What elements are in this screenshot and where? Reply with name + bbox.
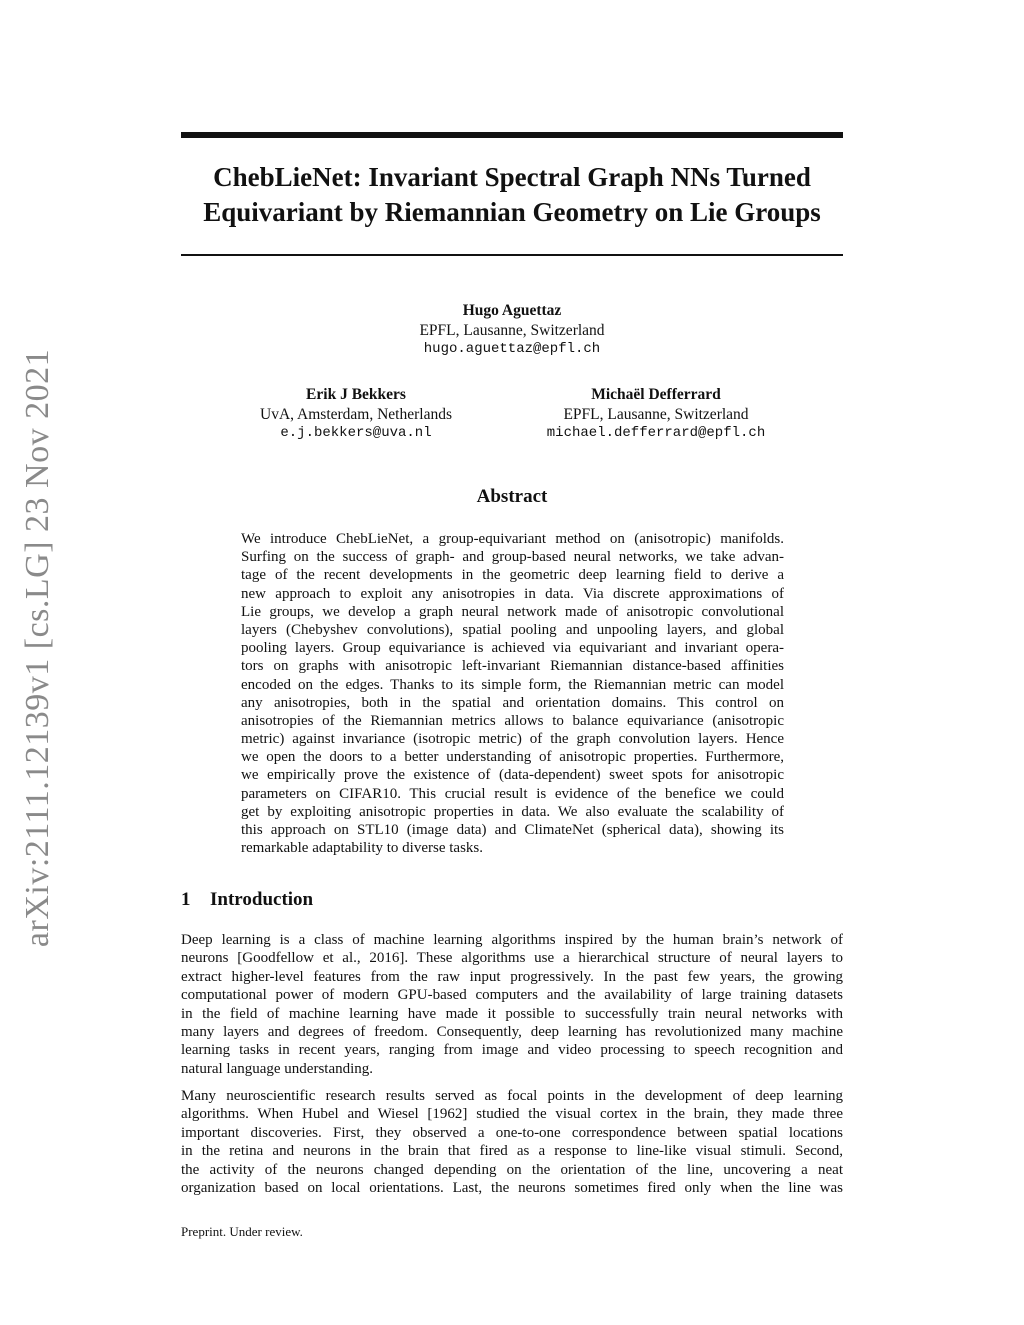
title-line-1: ChebLieNet: Invariant Spectral Graph NNs Turned bbox=[213, 162, 811, 192]
abstract-line: tage of the recent developments in the geometric deep learning field to derive a bbox=[241, 567, 784, 584]
section-heading bbox=[181, 889, 313, 911]
abstract-line: we empirically prove the existence of (data-dependent) sweet spots for anisotropic bbox=[241, 767, 784, 784]
abstract-line: tors on graphs with anisotropic left-invariant Riemannian distance-based affinities bbox=[241, 658, 784, 675]
author-affiliation: EPFL, Lausanne, Switzerland bbox=[419, 321, 605, 339]
abstract-line: new approach to exploit any anisotropies in data. Via discrete approximations of bbox=[241, 585, 784, 602]
author-name: Hugo Aguettaz bbox=[462, 302, 562, 319]
paragraph-line: in the retina and neurons in the brain that fired as a response to line-like visual stimuli. Second, bbox=[181, 1143, 843, 1160]
author-email: e.j.bekkers@uva.nl bbox=[280, 425, 432, 441]
author-block bbox=[506, 385, 806, 444]
title-bottom-rule bbox=[181, 254, 843, 256]
author-name: Michaël Defferrard bbox=[591, 386, 721, 403]
abstract-line: this approach on STL10 (image data) and ClimateNet (spherical data), showing its bbox=[241, 822, 784, 838]
paragraph-line: many layers and degrees of freedom. Consequently, deep learning has revolutionized many machine bbox=[181, 1023, 843, 1040]
paragraph-line: algorithms. When Hubel and Wiesel [1962] studied the visual cortex in the brain, they made three bbox=[181, 1106, 843, 1123]
abstract-line: metric) against invariance (isotropic metric) of the graph convolution layers. Hence bbox=[241, 731, 784, 748]
paragraph-line: Deep learning is a class of machine learning algorithms inspired by the human brain’s network of bbox=[181, 932, 843, 948]
author-name: Erik J Bekkers bbox=[306, 386, 406, 403]
abstract-line: Lie groups, we develop a graph neural network made of anisotropic convolutional bbox=[241, 603, 784, 620]
abstract-line: Surfing on the success of graph- and group-based neural networks, we take advan- bbox=[241, 549, 784, 566]
abstract-line: We introduce ChebLieNet, a group-equivariant method on (anisotropic) manifolds. bbox=[241, 531, 784, 547]
author-affiliation: EPFL, Lausanne, Switzerland bbox=[563, 405, 749, 423]
paragraph-line: Many neuroscientific research results served as focal points in the development of deep learning bbox=[181, 1088, 843, 1104]
paragraph-line: natural language understanding. bbox=[181, 1060, 374, 1077]
paragraph-line: neurons [Goodfellow et al., 2016]. These algorithms use a hierarchical structure of neural layers to bbox=[181, 950, 843, 967]
author-email: hugo.aguettaz@epfl.ch bbox=[423, 341, 601, 357]
paragraph-line: computational power of modern GPU-based computers and the availability of large training datasets bbox=[181, 987, 843, 1004]
paragraph-line: organization based on local orientations. Last, the neurons sometimes fired only when the line was bbox=[181, 1179, 843, 1196]
abstract-line: pooling layers. Group equivariance is achieved via equivariant and invariant opera- bbox=[241, 640, 784, 657]
section-number: 1 bbox=[181, 889, 191, 910]
abstract-line: parameters on CIFAR10. This crucial result is evidence of the benefice we could bbox=[241, 785, 784, 802]
preprint-footnote: Preprint. Under review. bbox=[181, 1224, 303, 1239]
paper-title bbox=[181, 160, 843, 230]
paragraph-line: important discoveries. First, they observed a one-to-one correspondence between spatial locations bbox=[181, 1124, 843, 1141]
abstract-body bbox=[241, 530, 784, 857]
author-block bbox=[362, 301, 662, 360]
abstract-line: anisotropies of the Riemannian metrics allows to balance equivariance (anisotropic bbox=[241, 712, 784, 729]
abstract-line: layers (Chebyshev convolutions), spatial pooling and unpooling layers, and global bbox=[241, 621, 784, 638]
abstract-line: remarkable adaptability to diverse tasks. bbox=[241, 840, 483, 857]
arxiv-identifier: arXiv:2111.12139v1 [cs.LG] 23 Nov 2021 bbox=[19, 348, 56, 948]
title-line-2: Equivariant by Riemannian Geometry on Lie Groups bbox=[203, 197, 821, 227]
abstract-line: encoded on the edges. Thanks to its simple form, the Riemannian metric can model bbox=[241, 676, 784, 693]
abstract-heading: Abstract bbox=[476, 486, 548, 507]
paragraph-line: extract higher-level features from the raw input progressively. In the past few years, the growing bbox=[181, 968, 843, 985]
paragraph-line: learning tasks in recent years, ranging from image and video processing to speech recognition and bbox=[181, 1042, 843, 1059]
abstract-line: we open the doors to a better understanding of anisotropic properties. Furthermore, bbox=[241, 749, 784, 766]
section-title: Introduction bbox=[210, 889, 314, 910]
abstract-line: get by exploiting anisotropic properties in data. We also evaluate the scalability of bbox=[241, 803, 784, 820]
intro-paragraph bbox=[181, 931, 843, 1078]
author-email: michael.defferrard@epfl.ch bbox=[546, 425, 766, 441]
intro-paragraph bbox=[181, 1087, 843, 1197]
paragraph-line: the activity of the neurons changed depending on the orientation of the line, uncovering a neat bbox=[181, 1161, 843, 1178]
abstract-line: any anisotropies, both in the spatial and orientation domains. This control on bbox=[241, 694, 784, 711]
author-affiliation: UvA, Amsterdam, Netherlands bbox=[260, 405, 452, 423]
title-top-rule bbox=[181, 132, 843, 138]
paragraph-line: in the field of machine learning have made it possible to successfully train neural networks with bbox=[181, 1005, 843, 1022]
author-block bbox=[206, 385, 506, 444]
